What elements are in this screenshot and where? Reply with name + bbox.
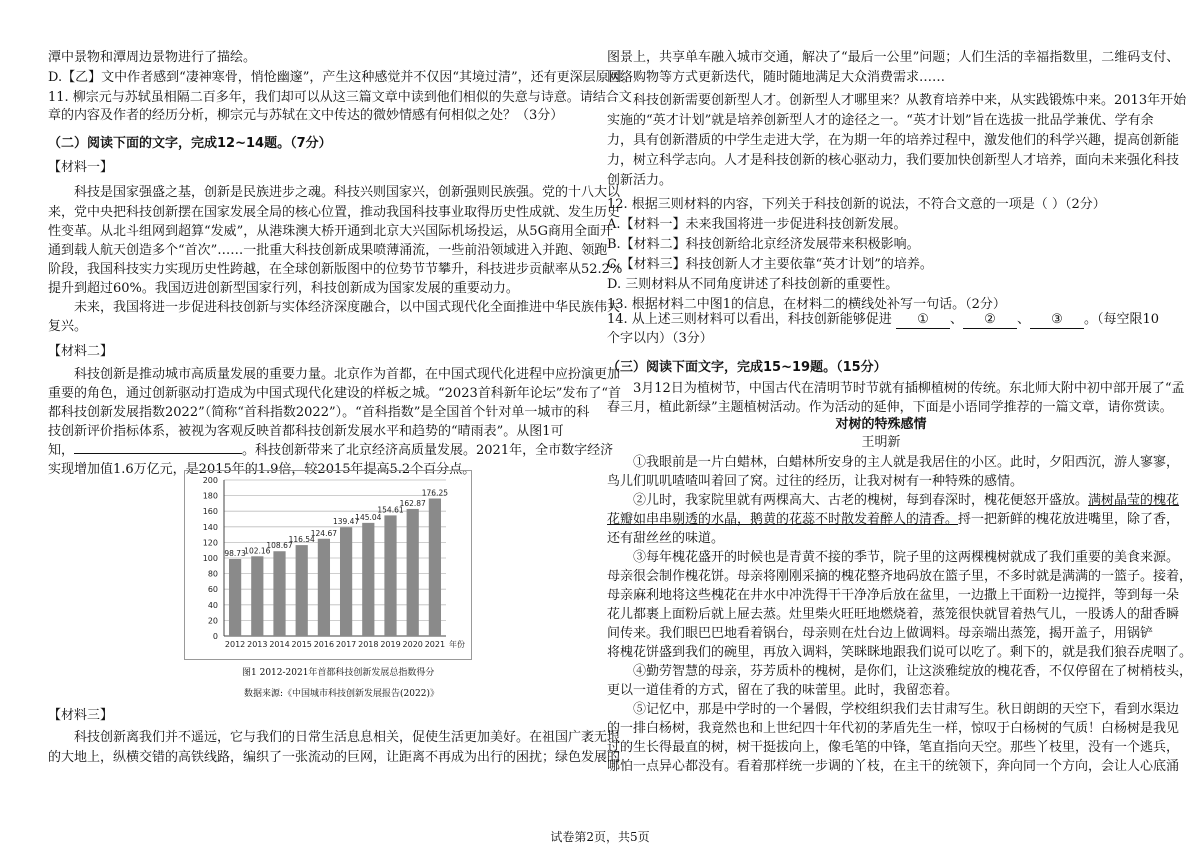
answer-blank-3[interactable]: ③ [1030, 312, 1084, 329]
option-b[interactable]: B.【材料二】科技创新给北京经济发展带来积极影响。 [607, 237, 920, 252]
x-tick-label: 2021 [424, 640, 446, 649]
text-line: 都科技创新发展指数2022”（简称“首科指数2022”）。“首科指数”是全国首个针对单一城市的科 [48, 405, 590, 420]
section-3-title: （三）阅读下面文字，完成15~19题。（15分） [607, 360, 887, 375]
paragraph-line: ①我眼前是一片白蜡林，白蜡林所安身的主人就是我居住的小区。此时，夕阳西沉，游人寥寥， [633, 455, 1180, 470]
data-label: 98.73 [224, 548, 246, 558]
y-tick-label: 100 [202, 554, 218, 563]
bar-2016 [318, 539, 330, 636]
y-tick-label: 140 [202, 522, 218, 532]
text-line: 力，树立科学志向。人才是科技创新的核心驱动力，我们要加快创新型人才培养，面向未来强化科技 [607, 153, 1180, 168]
x-tick-label: 2015 [291, 640, 312, 649]
figure-caption: 图1 2012-2021年首都科技创新发展总指数得分 [242, 668, 435, 678]
x-tick-label: 2016 [313, 640, 335, 649]
x-tick-label: 2020 [402, 640, 423, 649]
x-tick-label: 2012 [224, 640, 246, 649]
paragraph-line: 母亲很会制作槐花饼。母亲将刚刚采摘的槐花整齐地码放在篮子里，不多时就是满满的一篮子。接着， [607, 569, 1193, 584]
y-tick-label: 20 [207, 616, 218, 626]
data-label: 139.47 [332, 517, 360, 527]
text-line: 科技是国家强盛之基，创新是民族进步之魂。科技兴则国家兴，创新强则民族强。党的十八大以 [74, 185, 621, 200]
text-span: 知， [48, 443, 75, 458]
text-line: 个字以内）（3分） [607, 331, 713, 346]
text-line: 图景上，共享单车融入城市交通，解决了“最后一公里”问题；人们生活的幸福指数里，二维码支付、 [607, 50, 1180, 65]
text-line: 性变革。从北斗组网到超算“发威”，从港珠澳大桥开通到北京大兴国际机场投运，从5G商用全面开 [48, 224, 613, 239]
page-footer: 试卷第2页，共5页 [550, 830, 650, 844]
paragraph-line [607, 512, 1180, 528]
paragraph-line: ④勤劳智慧的母亲，芬芳质朴的槐树，是你们，让这淡雅绽放的槐花香，不仅停留在了树梢枝头， [633, 664, 1193, 679]
left-column [48, 0, 635, 847]
paragraph-line: 的一排白杨树，我竟然也和上世纪四十年代初的茅盾先生一样，惊叹于白杨树的气质！白杨树是我见 [607, 721, 1180, 736]
question-13: 13. 根据材料二中图1的信息，在材料二的横线处补写一句话。（2分） [607, 297, 1006, 312]
text-line: 通到载人航天创造多个“首次”……一批重大科技创新成果喷薄涌流，一些前沿领域进入并跑、领跑 [48, 243, 608, 258]
text-line: 科技创新离我们并不遥远，它与我们的日常生活息息相关，促使生活更加美好。在祖国广袤无垠 [74, 730, 621, 745]
data-label: 154.61 [377, 505, 404, 515]
text-span: 。（每空限10 [1083, 312, 1160, 327]
y-tick-label: 40 [207, 600, 218, 610]
text-line: 技创新评价指标体系，被视为客观反映首都科技创新发展水平和趋势的“晴雨表”。从图1可 [48, 424, 564, 439]
answer-blank[interactable] [74, 453, 242, 454]
paragraph-line: 还有甜丝丝的味道。 [607, 531, 725, 546]
paragraph-line: 母亲麻利地将这些槐花在井水中冲洗得干干净净后放在盆里，一边撒上干面粉一边搅拌，等到每一朵 [607, 588, 1180, 603]
essay-author: 王明新 [861, 435, 901, 450]
underlined-sentence: 花瓣如串串剔透的水晶，鹅黄的花蕊不时散发着醉人的清香。 [607, 512, 959, 527]
y-tick-label: 0 [212, 632, 218, 641]
option-c[interactable]: C.【材料三】科技创新人才主要依靠“英才计划”的培养。 [607, 257, 933, 272]
x-tick-label: 2018 [358, 640, 379, 649]
figure-source: 数据来源:《中国城市科技创新发展报告(2022)》 [244, 689, 439, 699]
answer-blank-1[interactable]: ① [896, 312, 950, 329]
question-11: 11. 柳宗元与苏轼虽相隔二百多年，我们却可以从这三篇文章中读到他们相似的失意与诗意。请结合文 [48, 90, 632, 105]
paragraph-line: 哪怕一点异心都没有。看着那样统一步调的丫枝，在主干的统领下，奔向同一个方向，会让人心底涌 [607, 759, 1180, 774]
y-tick-label: 120 [202, 538, 218, 548]
data-label: 145.04 [355, 512, 382, 522]
paragraph-line: 鸟儿们叽叽喳喳叫着回了窝。过往的经历，让我对树有一种特殊的感情。 [607, 474, 1024, 489]
text-span: 。科技创新带来了北京经济高质量发展。2021年，全市数字经济 [242, 443, 614, 458]
text-line: 力，具有创新潜质的中学生走进大学，在为期一年的培养过程中，激发他们的科学兴趣，提高创新能 [607, 133, 1180, 148]
paragraph-line: ⑤记忆中，那是中学时的一个暑假，学校组织我们去甘肃写生。秋日朗朗的天空下，看到水渠边 [633, 702, 1180, 717]
bar-2013 [251, 556, 263, 636]
text-line: 科技创新需要创新型人才。创新型人才哪里来？从教育培养中来，从实践锻炼中来。2013年开始 [633, 93, 1187, 108]
y-tick-label: 200 [202, 476, 218, 485]
paragraph-line: 将槐花饼盛到我们的碗里，再放入调料，笑眯眯地跟我们说可以吃了。剩下的，就是我们狼吞虎咽了。 [607, 645, 1193, 660]
text-span: ②儿时，我家院里就有两棵高大、古老的槐树，每到春深时，槐花便怒开盛放。 [633, 493, 1089, 508]
paragraph-line: 花儿都裹上面粉后就上屉去蒸。灶里柴火旺旺地燃烧着，蒸笼很快就冒着热气儿，一股诱人的甜香瞬 [607, 607, 1180, 622]
text-line: 网络购物等方式更新迭代，随时随地满足大众消费需求…… [607, 70, 946, 85]
data-label: 108.67 [266, 541, 293, 551]
text-line: 创新活力。 [607, 173, 673, 188]
x-tick-label: 2013 [247, 640, 268, 649]
paragraph-line [607, 493, 1180, 509]
y-tick-label: 80 [207, 569, 218, 579]
text-line: 来，党中央把科技创新摆在国家发展全局的核心位置，推动我国科技事业取得历史性成就、发生历史 [48, 205, 621, 220]
bar-chart [184, 470, 472, 660]
question-12: 12. 根据三则材料的内容，下列关于科技创新的说法，不符合文意的一项是（ ）（2分） [607, 197, 1106, 212]
text-line: 重要的角色，通过创新驱动打造成为中国式现代化建设的样板之城。“2023首科新年论坛”发布了“首 [48, 386, 622, 401]
text-line: 章的内容及作者的经历分析，柳宗元与苏轼在文中传达的微妙情感有何相似之处？（3分） [48, 108, 564, 123]
chart-svg [184, 470, 472, 660]
text-line: 提升到超过60%。我国迈进创新型国家行列，科技创新成为国家发展的重要动力。 [48, 281, 519, 296]
bar-2021 [429, 499, 441, 636]
data-label: 102.16 [244, 546, 271, 556]
text-line: 未来，我国将进一步促进科技创新与实体经济深度融合，以中国式现代化全面推进中华民族伟大 [74, 300, 621, 315]
material-2-label: 【材料二】 [48, 344, 114, 359]
text-span: 14. 从上述三则材料可以看出，科技创新能够促进 [607, 312, 892, 327]
text-span: 捋一把新鲜的槐花放进嘴里，除了香， [958, 512, 1180, 527]
underlined-sentence: 满树晶莹的槐花 [1088, 493, 1180, 508]
material-3-label: 【材料三】 [48, 708, 114, 723]
x-tick-label: 2017 [335, 640, 357, 649]
y-tick-label: 160 [202, 507, 218, 517]
x-tick-label: 2019 [380, 640, 401, 649]
answer-blank-2[interactable]: ② [963, 312, 1017, 329]
data-label: 162.87 [399, 498, 426, 508]
bar-2014 [273, 551, 285, 636]
text-line: 实现增加值1.6万亿元，是2015年的1.9倍，较2015年提高5.2个百分点。 [48, 462, 476, 477]
material-1-label: 【材料一】 [48, 160, 114, 175]
bar-2018 [362, 523, 374, 636]
bar-2019 [384, 515, 396, 636]
bar-2020 [407, 509, 419, 636]
text-line: 复兴。 [48, 319, 88, 334]
x-tick-label: 2014 [269, 640, 290, 649]
text-line: 实施的“英才计划”就是培养创新型人才的途径之一。“英才计划”旨在选拔一批品学兼优、学有余 [607, 113, 1154, 128]
option-d: D.【乙】文中作者感到“凄神寒骨，悄怆幽邃”，产生这种感觉并不仅因“其境过清”，还有更深层原因。 [48, 70, 635, 85]
y-tick-label: 60 [207, 585, 218, 595]
paragraph-line: 过的生长得最直的树，树干挺拔向上，像毛笔的中锋，笔直指向天空。那些丫枝里，没有一个逃兵， [607, 740, 1180, 755]
bar-2015 [296, 545, 308, 636]
right-column [607, 0, 1193, 847]
bar-2012 [229, 559, 241, 636]
paragraph-line: 更以一道佳肴的方式，留在了我的味蕾里。此时，我留恋着。 [607, 683, 959, 698]
essay-title: 对树的特殊感情 [835, 417, 927, 432]
data-label: 124.67 [310, 528, 338, 538]
x-axis-label: 年份 [449, 640, 465, 649]
data-label: 176.25 [421, 488, 449, 498]
paragraph-line: 间传来。我们眼巴巴地看着锅台，母亲则在灶台边上做调料。母亲端出蒸笼，揭开盖子，用锅铲 [607, 626, 1154, 641]
bar-2017 [340, 527, 352, 636]
data-label: 116.54 [288, 535, 315, 545]
question-14: 14. 从上述三则材料可以看出，科技创新能够促进 ① 、 ② 、 ③ 。（每空限10 [607, 312, 1160, 327]
option-d[interactable]: D. 三则材料从不同角度讲述了科技创新的重要性。 [607, 277, 899, 292]
y-tick-label: 180 [202, 491, 218, 501]
paragraph-line: ③每年槐花盛开的时候也是青黄不接的季节，院子里的这两棵槐树就成了我们重要的美食来源。 [633, 550, 1180, 565]
text-line: 3月12日为植树节，中国古代在清明节时节就有插柳植树的传统。东北师大附中初中部开展了“孟 [633, 381, 1185, 396]
fill-blank-line [48, 443, 614, 459]
option-a[interactable]: A.【材料一】未来我国将进一步促进科技创新发展。 [607, 217, 907, 232]
text-line: 阶段，我国科技实力实现历史性跨越，在全球创新版图中的位势节节攀升，科技进步贡献率从52.2% [48, 262, 623, 277]
text-line: 科技创新是推动城市高质量发展的重要力量。北京作为首都，在中国式现代化进程中应扮演更加 [74, 367, 621, 382]
text-line: 的大地上，纵横交错的高铁线路，编织了一张流动的巨网，让距离不再成为出行的困扰；绿色发展的 [48, 750, 621, 765]
text-line: 潭中景物和潭周边景物进行了描绘。 [48, 50, 257, 65]
section-2-title: （二）阅读下面的文字，完成12~14题。（7分） [48, 136, 332, 151]
text-line: 春三月，植此新绿”主题植树活动。作为活动的延伸，下面是小语同学推荐的一篇文章，请你赏读。 [607, 400, 1173, 415]
